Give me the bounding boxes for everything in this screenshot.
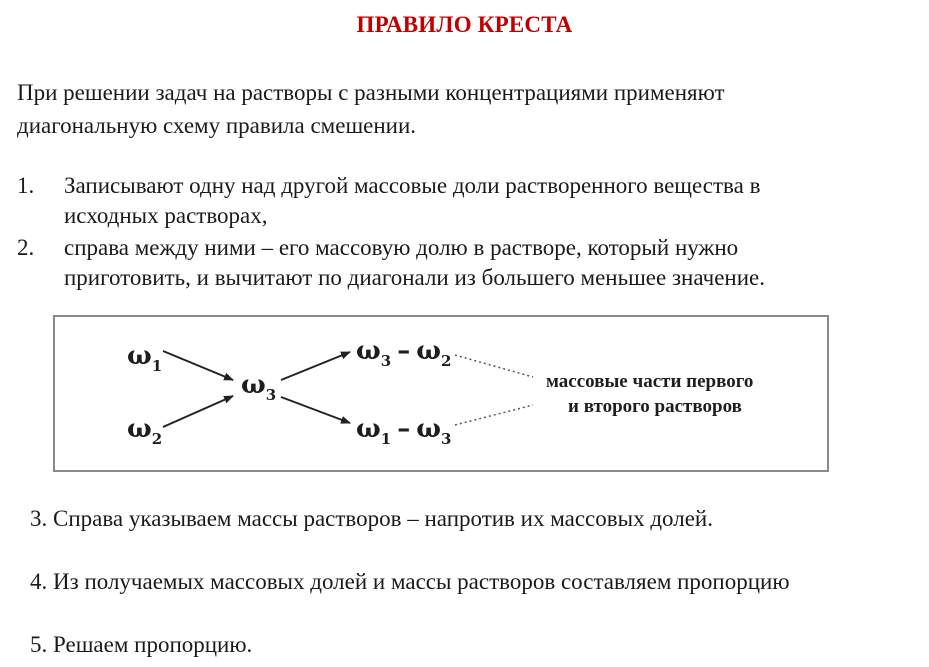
step-5: 5. Решаем пропорцию.	[30, 632, 253, 657]
step-2-line-1: справа между ними – его массовую долю в растворе, который нужно	[64, 235, 739, 260]
step-3: 3. Справа указываем массы растворов – напротив их массовых долей.	[30, 506, 713, 531]
cross-rule-svg	[55, 317, 827, 470]
intro-line-1: При решении задач на растворы с разными концентрациями применяют	[17, 80, 725, 105]
caption-line-2: и второго растворов	[568, 396, 742, 417]
page-title: ПРАВИЛО КРЕСТА	[356, 12, 573, 37]
step-4: 4. Из получаемых массовых долей и массы растворов составляем пропорцию	[30, 569, 790, 594]
intro-line-2: диагональную схему правила смешении.	[17, 113, 417, 138]
step-1-line-1: Записывают одну над другой массовые доли растворенного вещества в	[64, 173, 761, 198]
dotted-connector-top	[455, 355, 533, 377]
step-2	[17, 233, 907, 293]
difference-omega1-minus-omega3: ω1 – ω3	[356, 414, 452, 448]
arrow-omega3-to-top-difference	[281, 352, 350, 380]
arrow-omega3-to-bottom-difference	[281, 397, 350, 423]
omega-2-label: ω2	[127, 414, 163, 448]
caption-line-1: массовые части первого	[546, 371, 754, 392]
arrow-omega2-to-omega3	[163, 396, 233, 427]
dotted-connector-bottom	[455, 405, 533, 425]
step-2-line-2: приготовить, и вычитают по диагонали из большего меньшее значение.	[64, 265, 766, 290]
difference-omega3-minus-omega2: ω3 – ω2	[356, 336, 452, 370]
intro-paragraph	[17, 76, 917, 142]
steps-list	[17, 171, 907, 295]
step-2-number: 2.	[17, 235, 35, 260]
step-1-number: 1.	[17, 173, 35, 198]
cross-rule-diagram	[53, 315, 829, 472]
arrow-omega1-to-omega3	[163, 351, 233, 380]
step-1	[17, 171, 907, 231]
omega-1-label: ω1	[127, 341, 163, 375]
step-1-line-2: исходных растворах,	[64, 203, 268, 228]
omega-3-label: ω3	[241, 370, 277, 404]
